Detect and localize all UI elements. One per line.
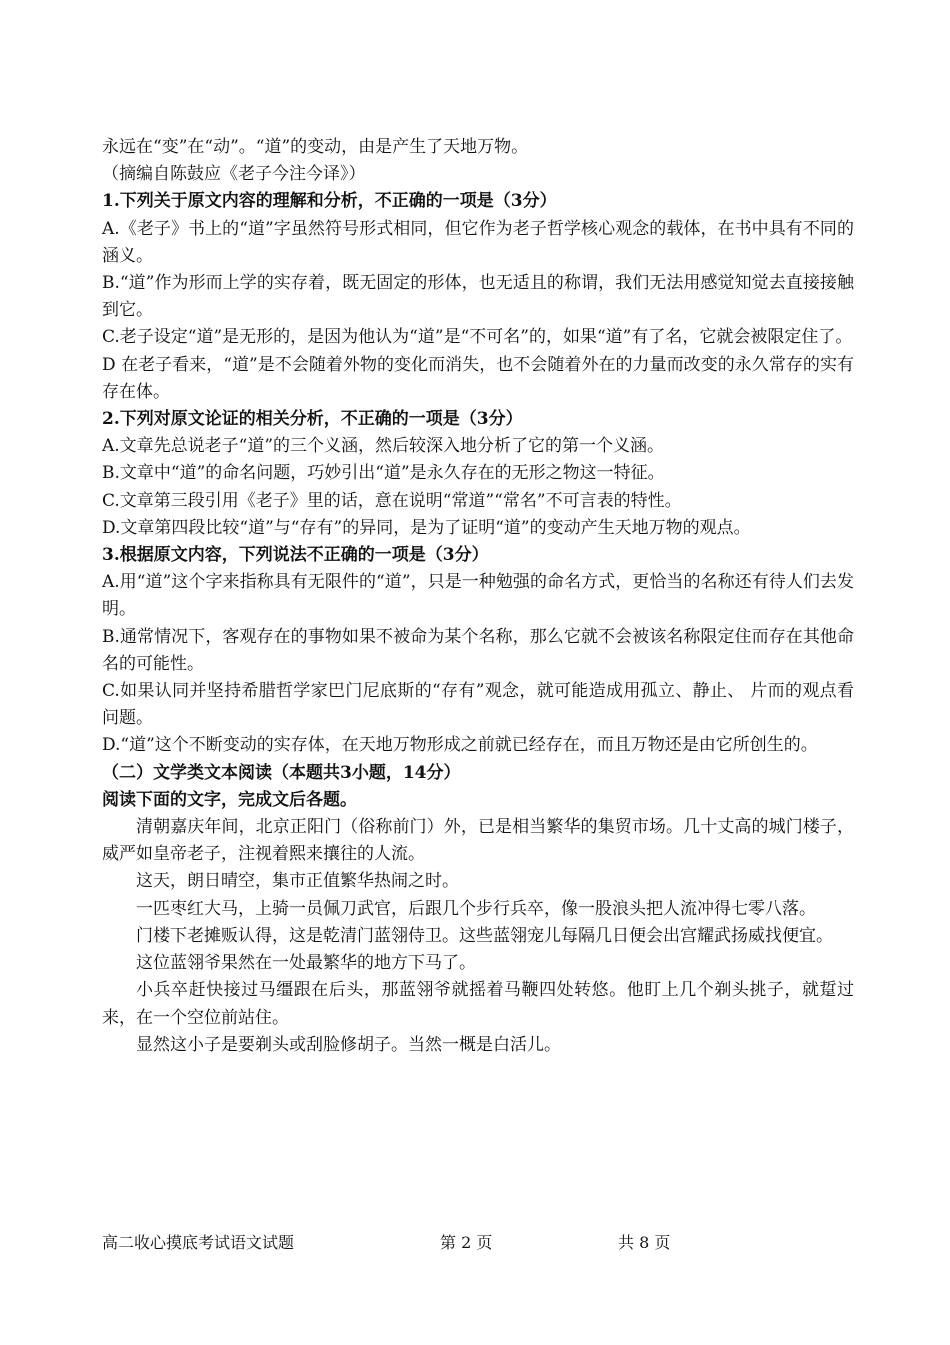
section-heading: （二）文学类文本阅读（本题共3小题，14分）: [102, 762, 461, 783]
question-3-option-b: B.通常情况下，客观存在的事物如果不被命为某个名称，那么它就不会被该名称限定住而存在其他命名的可能性。: [102, 626, 854, 674]
story-paragraph: 清朝嘉庆年间，北京正阳门（俗称前门）外，已是相当繁华的集贸市场。几十丈高的城门楼子，威严如皇帝老子，注视着熙来攘往的人流。: [102, 817, 854, 865]
story-paragraph: 显然这小子是要剃头或刮脸修胡子。当然一概是白活儿。: [136, 1034, 561, 1055]
footer-page-number: 第 2 页: [440, 1233, 493, 1252]
story-paragraph: 一匹枣红大马，上骑一员佩刀武官，后跟几个步行兵卒，像一股浪头把人流冲得七零八落。: [136, 898, 816, 919]
document-body: [102, 134, 854, 1059]
question-1-option-d: D 在老子看来，“道”是不会随着外物的变化而消失，也不会随着外在的力量而改变的永久常存的实有存在体。: [102, 354, 854, 402]
story-paragraph: 门楼下老摊贩认得，这是乾清门蓝翎侍卫。这些蓝翎宠儿每隔几日便会出宫耀武扬威找便宜。: [136, 925, 833, 946]
question-2-stem: 2.下列对原文论证的相关分析，不正确的一项是（3分）: [102, 409, 523, 430]
footer-exam-title: 高二收心摸底考试语文试题: [102, 1233, 295, 1252]
question-2-option-b: B.文章中“道”的命名问题，巧妙引出“道”是永久存在的无形之物这一特征。: [102, 463, 665, 484]
question-3-option-a: A.用“道”这个字来指称具有无限件的“道”，只是一种勉强的命名方式，更恰当的名称还有待人们去发明。: [102, 572, 854, 620]
story-paragraph: 小兵卒赶快接过马缰跟在后头，那蓝翎爷就摇着马鞭四处转悠。他盯上几个剃头挑子，就踅过来，在一个空位前站住。: [102, 980, 854, 1028]
story-paragraph: 这天，朗日晴空，集市正值繁华热闹之时。: [136, 871, 459, 892]
footer-total-pages: 共 8 页: [618, 1233, 671, 1252]
paragraph: 永远在“变”在“动”。“道”的变动，由是产生了天地万物。: [102, 137, 529, 157]
question-1-option-b: B.“道”作为形而上学的实存着，既无固定的形体，也无适且的称谓，我们无法用感觉知觉去直接接触到它。: [102, 273, 854, 321]
question-3-stem: 3.根据原文内容，下列说法不正确的一项是（3分）: [102, 545, 489, 566]
source-citation: （摘编自陈鼓应《老子今注今译》）: [102, 164, 366, 185]
reading-instruction: 阅读下面的文字，完成文后各题。: [102, 789, 357, 810]
question-3-option-c: C.如果认同并坚持希腊哲学家巴门尼底斯的“存有”观念，就可能造成用孤立、静止、 片而的观点看问题。: [102, 681, 854, 729]
question-2-option-d: D.文章第四段比较“道”与“存有”的异同，是为了证明“道”的变动产生天地万物的观点。: [102, 517, 751, 538]
question-3-option-d: D.“道”这个不断变动的实存体，在天地万物形成之前就已经存在，而且万物还是由它所创生的。: [102, 735, 818, 756]
question-1-stem: 1.下列关于原文内容的理解和分析，不正确的一项是（3分）: [102, 191, 557, 212]
question-2-option-c: C.文章第三段引用《老子》里的话，意在说明“常道”“常名”不可言表的特性。: [102, 490, 682, 511]
question-1-option-c: C.老子设定“道”是无形的，是因为他认为“道”是“不可名”的，如果“道”有了名，它就会被限定住了。: [102, 327, 853, 348]
question-2-option-a: A.文章先总说老子“道”的三个义涵，然后较深入地分析了它的第一个义涵。: [102, 436, 665, 457]
question-1-option-a: A.《老子》书上的“道”字虽然符号形式相同，但它作为老子哲学核心观念的载体，在书中具有不同的涵义。: [102, 218, 854, 266]
story-paragraph: 这位蓝翎爷果然在一处最繁华的地方下马了。: [136, 953, 476, 974]
